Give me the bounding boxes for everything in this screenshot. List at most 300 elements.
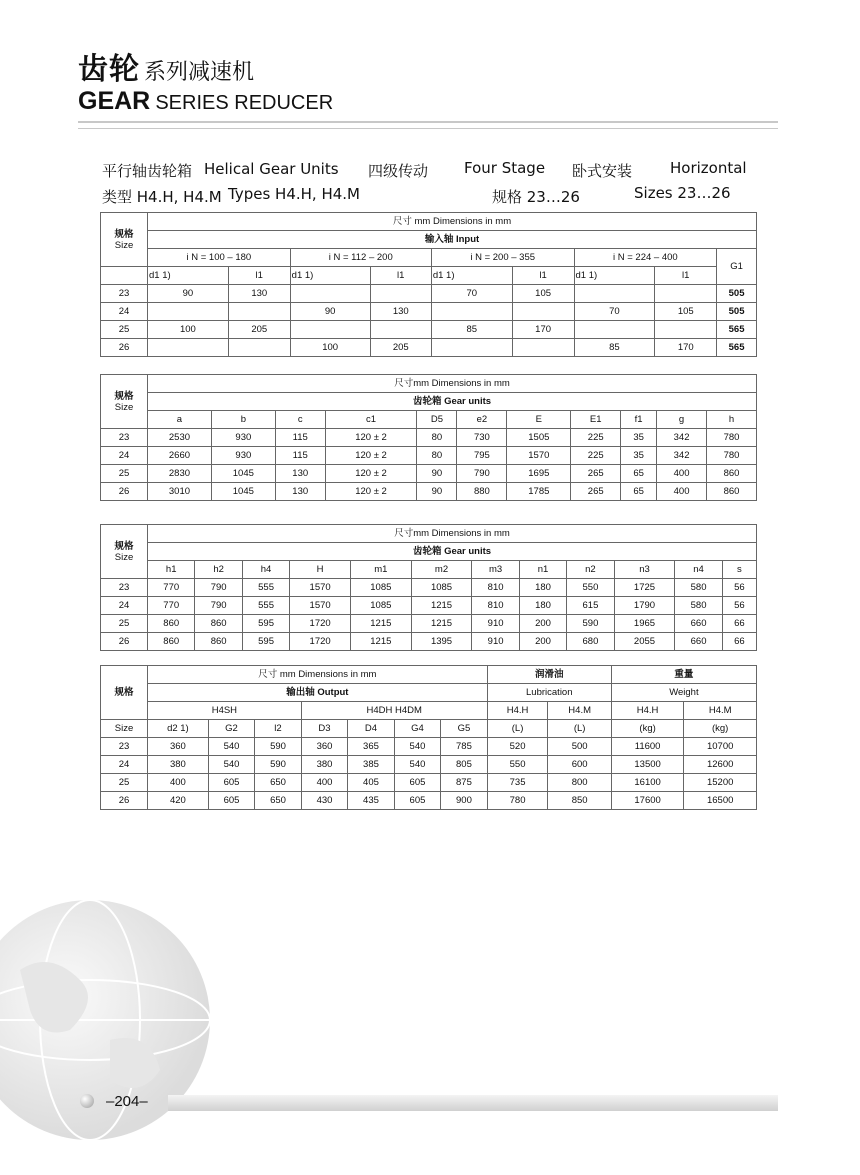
col-header: H xyxy=(290,561,351,579)
size-cell: 25 xyxy=(101,321,148,339)
value-cell xyxy=(574,321,655,339)
value-cell: 205 xyxy=(370,339,431,357)
output-table xyxy=(100,665,757,810)
size-header xyxy=(101,213,148,267)
col-header: c1 xyxy=(325,411,417,429)
value-cell: 2530 xyxy=(148,429,212,447)
value-cell: 800 xyxy=(548,774,611,792)
value-cell: 115 xyxy=(275,429,325,447)
col-header: m3 xyxy=(472,561,519,579)
value-cell: 1215 xyxy=(350,615,411,633)
value-cell: 930 xyxy=(211,447,275,465)
value-cell: 1085 xyxy=(350,579,411,597)
table-row xyxy=(101,633,757,651)
size-cell: 23 xyxy=(101,429,148,447)
col-header: G2 xyxy=(208,720,254,738)
page-bullet-icon xyxy=(80,1094,94,1108)
value-cell: 16100 xyxy=(611,774,684,792)
value-cell: 120 ± 2 xyxy=(325,447,417,465)
col-header: s xyxy=(722,561,756,579)
value-cell: 590 xyxy=(255,738,301,756)
value-cell: 342 xyxy=(657,429,707,447)
col-header: e2 xyxy=(457,411,507,429)
value-cell xyxy=(290,285,370,303)
dim-header: 尺寸 mm Dimensions in mm xyxy=(148,213,757,231)
value-cell: 1085 xyxy=(350,597,411,615)
value-cell xyxy=(655,285,717,303)
size-label-en: Size xyxy=(114,401,134,413)
value-cell: 1720 xyxy=(290,633,351,651)
table-row xyxy=(101,339,757,357)
value-cell: 1695 xyxy=(507,465,571,483)
weight-en: Weight xyxy=(611,684,756,702)
value-cell: 17600 xyxy=(611,792,684,810)
value-cell: 80 xyxy=(417,447,457,465)
table-row xyxy=(101,447,757,465)
value-cell xyxy=(431,339,512,357)
value-cell: 400 xyxy=(301,774,347,792)
col-header: l1 xyxy=(512,267,574,285)
value-cell: 860 xyxy=(707,483,757,501)
col-header: d1 1) xyxy=(148,267,229,285)
size-label-cn: 规格 xyxy=(114,390,134,402)
col-header: l1 xyxy=(655,267,717,285)
lubrication-en: Lubrication xyxy=(487,684,611,702)
value-cell xyxy=(431,303,512,321)
col-header: b xyxy=(211,411,275,429)
table-row xyxy=(101,615,757,633)
value-cell: 605 xyxy=(394,792,440,810)
value-cell: 615 xyxy=(567,597,614,615)
value-cell: 105 xyxy=(512,285,574,303)
table-row xyxy=(101,756,757,774)
value-cell: 12600 xyxy=(684,756,757,774)
value-cell: 56 xyxy=(722,597,756,615)
value-cell: 400 xyxy=(657,465,707,483)
value-cell: 520 xyxy=(487,738,548,756)
value-cell: 365 xyxy=(348,738,394,756)
spec-sizes-cn: 规格 23…26 xyxy=(492,188,580,206)
dim-header: 尺寸mm Dimensions in mm xyxy=(148,525,757,543)
col-header: h2 xyxy=(195,561,242,579)
title-en-small: SERIES REDUCER xyxy=(155,92,334,114)
unit-cell: (kg) xyxy=(611,720,684,738)
size-cell: 26 xyxy=(101,633,148,651)
value-cell: 1395 xyxy=(411,633,472,651)
value-cell xyxy=(290,321,370,339)
value-cell: 120 ± 2 xyxy=(325,429,417,447)
table-row xyxy=(101,483,757,501)
value-cell: 130 xyxy=(275,483,325,501)
value-cell: 860 xyxy=(148,633,195,651)
value-cell: 56 xyxy=(722,579,756,597)
col-header: d2 1) xyxy=(148,720,209,738)
value-cell: 580 xyxy=(675,579,722,597)
value-cell: 66 xyxy=(722,633,756,651)
col-header: n3 xyxy=(614,561,675,579)
spec-types-cn: 类型 H4.H, H4.M xyxy=(102,188,222,206)
size-label-cn: 规格 xyxy=(114,540,134,552)
ratio-header: i N = 200 – 355 xyxy=(431,249,574,267)
value-cell: 85 xyxy=(574,339,655,357)
ratio-header: i N = 112 – 200 xyxy=(290,249,431,267)
value-cell: 1085 xyxy=(411,579,472,597)
g1-cell: 505 xyxy=(717,303,757,321)
value-cell: 130 xyxy=(275,465,325,483)
value-cell: 860 xyxy=(148,615,195,633)
unit-cell: (kg) xyxy=(684,720,757,738)
value-cell: 120 ± 2 xyxy=(325,483,417,501)
table-row xyxy=(101,597,757,615)
size-label-en: Size xyxy=(114,239,134,251)
dim-header: 尺寸 mm Dimensions in mm xyxy=(148,666,488,684)
value-cell: 1720 xyxy=(290,615,351,633)
size-cell: 24 xyxy=(101,447,148,465)
value-cell xyxy=(370,285,431,303)
value-cell: 805 xyxy=(441,756,487,774)
value-cell: 100 xyxy=(148,321,229,339)
table-row xyxy=(101,738,757,756)
size-label-en: Size xyxy=(114,551,134,563)
value-cell: 205 xyxy=(228,321,290,339)
lub-model-h: H4.H xyxy=(487,702,548,720)
value-cell: 35 xyxy=(621,429,657,447)
value-cell: 540 xyxy=(394,738,440,756)
value-cell: 1790 xyxy=(614,597,675,615)
title-cn-small: 系列减速机 xyxy=(144,60,255,85)
size-cell: 25 xyxy=(101,774,148,792)
value-cell: 770 xyxy=(148,597,195,615)
size-cell: 26 xyxy=(101,792,148,810)
weight-model-m: H4.M xyxy=(684,702,757,720)
value-cell: 170 xyxy=(655,339,717,357)
value-cell: 1725 xyxy=(614,579,675,597)
value-cell xyxy=(148,339,229,357)
unit-cell: (L) xyxy=(487,720,548,738)
output-header: 输出轴 Output xyxy=(148,684,488,702)
value-cell: 2830 xyxy=(148,465,212,483)
table-row xyxy=(101,579,757,597)
value-cell: 90 xyxy=(290,303,370,321)
table-row xyxy=(101,285,757,303)
value-cell: 115 xyxy=(275,447,325,465)
col-header: h xyxy=(707,411,757,429)
value-cell: 1505 xyxy=(507,429,571,447)
value-cell: 875 xyxy=(441,774,487,792)
value-cell: 540 xyxy=(208,756,254,774)
value-cell: 200 xyxy=(519,615,566,633)
size-cell: 26 xyxy=(101,483,148,501)
value-cell: 660 xyxy=(675,615,722,633)
gear-units-table-2 xyxy=(100,524,757,651)
value-cell: 795 xyxy=(457,447,507,465)
value-cell: 90 xyxy=(148,285,229,303)
value-cell: 130 xyxy=(370,303,431,321)
title-en-big: GEAR xyxy=(78,87,151,115)
value-cell: 605 xyxy=(208,774,254,792)
header-rule-bottom xyxy=(78,128,778,129)
value-cell: 860 xyxy=(707,465,757,483)
table-row xyxy=(101,429,757,447)
value-cell: 1215 xyxy=(411,615,472,633)
size-cell-blank xyxy=(101,267,148,285)
value-cell: 65 xyxy=(621,483,657,501)
value-cell: 180 xyxy=(519,579,566,597)
value-cell xyxy=(228,303,290,321)
col-header: l1 xyxy=(228,267,290,285)
value-cell: 180 xyxy=(519,597,566,615)
value-cell: 90 xyxy=(417,465,457,483)
value-cell: 65 xyxy=(621,465,657,483)
g1-cell: 505 xyxy=(717,285,757,303)
value-cell: 500 xyxy=(548,738,611,756)
value-cell: 790 xyxy=(457,465,507,483)
value-cell: 35 xyxy=(621,447,657,465)
value-cell: 16500 xyxy=(684,792,757,810)
value-cell: 785 xyxy=(441,738,487,756)
value-cell: 550 xyxy=(567,579,614,597)
value-cell: 80 xyxy=(417,429,457,447)
col-header: D4 xyxy=(348,720,394,738)
value-cell: 405 xyxy=(348,774,394,792)
value-cell: 200 xyxy=(519,633,566,651)
table-row xyxy=(101,792,757,810)
size-cell: 25 xyxy=(101,615,148,633)
col-header: G4 xyxy=(394,720,440,738)
value-cell: 930 xyxy=(211,429,275,447)
h4dh-h4dm-header: H4DH H4DM xyxy=(301,702,487,720)
value-cell: 90 xyxy=(417,483,457,501)
value-cell: 100 xyxy=(290,339,370,357)
table-row xyxy=(101,774,757,792)
ratio-header: i N = 224 – 400 xyxy=(574,249,717,267)
value-cell: 380 xyxy=(148,756,209,774)
value-cell: 3010 xyxy=(148,483,212,501)
value-cell: 265 xyxy=(571,465,621,483)
value-cell: 810 xyxy=(472,579,519,597)
size-label-en: Size xyxy=(101,720,148,738)
value-cell: 540 xyxy=(208,738,254,756)
g1-header: G1 xyxy=(717,249,757,285)
value-cell: 780 xyxy=(487,792,548,810)
input-dimensions-table xyxy=(100,212,757,357)
value-cell: 555 xyxy=(242,597,289,615)
value-cell: 790 xyxy=(195,597,242,615)
h4sh-header: H4SH xyxy=(148,702,302,720)
value-cell xyxy=(655,321,717,339)
size-cell: 24 xyxy=(101,756,148,774)
size-header xyxy=(101,375,148,429)
value-cell: 2055 xyxy=(614,633,675,651)
table-row xyxy=(101,303,757,321)
value-cell: 590 xyxy=(567,615,614,633)
value-cell: 130 xyxy=(228,285,290,303)
size-cell: 25 xyxy=(101,465,148,483)
value-cell: 605 xyxy=(394,774,440,792)
footer-bar xyxy=(168,1095,778,1111)
value-cell: 770 xyxy=(148,579,195,597)
col-header: l2 xyxy=(255,720,301,738)
size-cell: 24 xyxy=(101,303,148,321)
col-header: m1 xyxy=(350,561,411,579)
value-cell: 555 xyxy=(242,579,289,597)
value-cell xyxy=(512,303,574,321)
value-cell: 735 xyxy=(487,774,548,792)
g1-cell: 565 xyxy=(717,321,757,339)
col-header: f1 xyxy=(621,411,657,429)
value-cell: 550 xyxy=(487,756,548,774)
lubrication-cn: 润滑油 xyxy=(487,666,611,684)
value-cell: 910 xyxy=(472,615,519,633)
size-header xyxy=(101,525,148,579)
value-cell: 360 xyxy=(148,738,209,756)
size-cell: 23 xyxy=(101,285,148,303)
col-header: l1 xyxy=(370,267,431,285)
spec-type-en: Helical Gear Units xyxy=(204,160,339,178)
group-header: 输入轴 Input xyxy=(148,231,757,249)
g1-cell: 565 xyxy=(717,339,757,357)
col-header: d1 1) xyxy=(574,267,655,285)
value-cell: 70 xyxy=(574,303,655,321)
value-cell: 170 xyxy=(512,321,574,339)
value-cell: 1045 xyxy=(211,465,275,483)
header-rule-top xyxy=(78,121,778,123)
col-header: c xyxy=(275,411,325,429)
col-header: G5 xyxy=(441,720,487,738)
col-header: a xyxy=(148,411,212,429)
spec-mount-en: Horizontal xyxy=(670,159,747,177)
value-cell: 430 xyxy=(301,792,347,810)
value-cell: 85 xyxy=(431,321,512,339)
value-cell xyxy=(148,303,229,321)
value-cell: 850 xyxy=(548,792,611,810)
globe-watermark-icon xyxy=(0,890,220,1150)
brand-header xyxy=(78,54,333,115)
size-label-cn: 规格 xyxy=(101,666,148,720)
col-header: E xyxy=(507,411,571,429)
weight-cn: 重量 xyxy=(611,666,756,684)
value-cell: 66 xyxy=(722,615,756,633)
value-cell: 11600 xyxy=(611,738,684,756)
size-cell: 23 xyxy=(101,579,148,597)
col-header: D5 xyxy=(417,411,457,429)
col-header: h1 xyxy=(148,561,195,579)
value-cell: 385 xyxy=(348,756,394,774)
value-cell: 70 xyxy=(431,285,512,303)
weight-model-h: H4.H xyxy=(611,702,684,720)
value-cell: 600 xyxy=(548,756,611,774)
lub-model-m: H4.M xyxy=(548,702,611,720)
value-cell: 1570 xyxy=(290,579,351,597)
value-cell: 860 xyxy=(195,633,242,651)
size-label-cn: 规格 xyxy=(114,228,134,240)
value-cell: 1785 xyxy=(507,483,571,501)
value-cell xyxy=(574,285,655,303)
value-cell: 650 xyxy=(255,774,301,792)
value-cell: 15200 xyxy=(684,774,757,792)
value-cell: 435 xyxy=(348,792,394,810)
value-cell: 380 xyxy=(301,756,347,774)
value-cell: 1570 xyxy=(290,597,351,615)
title-cn-big: 齿轮 xyxy=(78,52,140,87)
value-cell xyxy=(228,339,290,357)
size-cell: 24 xyxy=(101,597,148,615)
value-cell: 1570 xyxy=(507,447,571,465)
value-cell: 360 xyxy=(301,738,347,756)
page-number: –204– xyxy=(106,1093,148,1110)
value-cell: 10700 xyxy=(684,738,757,756)
value-cell: 120 ± 2 xyxy=(325,465,417,483)
col-header: d1 1) xyxy=(290,267,370,285)
value-cell: 860 xyxy=(195,615,242,633)
value-cell: 1045 xyxy=(211,483,275,501)
value-cell: 780 xyxy=(707,447,757,465)
col-header: d1 1) xyxy=(431,267,512,285)
col-header: n1 xyxy=(519,561,566,579)
value-cell: 590 xyxy=(255,756,301,774)
value-cell: 13500 xyxy=(611,756,684,774)
col-header: h4 xyxy=(242,561,289,579)
value-cell: 580 xyxy=(675,597,722,615)
value-cell: 400 xyxy=(148,774,209,792)
ratio-header: i N = 100 – 180 xyxy=(148,249,291,267)
value-cell: 650 xyxy=(255,792,301,810)
value-cell: 880 xyxy=(457,483,507,501)
value-cell: 605 xyxy=(208,792,254,810)
gear-units-table-1 xyxy=(100,374,757,501)
spec-stage-cn: 四级传动 xyxy=(368,162,429,180)
spec-stage-en: Four Stage xyxy=(464,159,546,177)
value-cell xyxy=(512,339,574,357)
group-header: 齿轮箱 Gear units xyxy=(148,393,757,411)
spec-types-en: Types H4.H, H4.M xyxy=(228,185,360,203)
col-header: D3 xyxy=(301,720,347,738)
value-cell: 2660 xyxy=(148,447,212,465)
unit-cell: (L) xyxy=(548,720,611,738)
value-cell: 790 xyxy=(195,579,242,597)
dim-header: 尺寸mm Dimensions in mm xyxy=(148,375,757,393)
col-header: n2 xyxy=(567,561,614,579)
size-cell: 23 xyxy=(101,738,148,756)
spec-type-cn: 平行轴齿轮箱 xyxy=(102,162,193,180)
group-header: 齿轮箱 Gear units xyxy=(148,543,757,561)
value-cell xyxy=(370,321,431,339)
value-cell: 540 xyxy=(394,756,440,774)
col-header: m2 xyxy=(411,561,472,579)
value-cell: 810 xyxy=(472,597,519,615)
value-cell: 1215 xyxy=(350,633,411,651)
value-cell: 225 xyxy=(571,447,621,465)
value-cell: 910 xyxy=(472,633,519,651)
size-cell: 26 xyxy=(101,339,148,357)
value-cell: 595 xyxy=(242,615,289,633)
value-cell: 660 xyxy=(675,633,722,651)
value-cell: 1215 xyxy=(411,597,472,615)
spec-sizes-en: Sizes 23…26 xyxy=(634,184,731,202)
col-header: E1 xyxy=(571,411,621,429)
value-cell: 595 xyxy=(242,633,289,651)
value-cell: 265 xyxy=(571,483,621,501)
value-cell: 420 xyxy=(148,792,209,810)
value-cell: 400 xyxy=(657,483,707,501)
value-cell: 105 xyxy=(655,303,717,321)
value-cell: 730 xyxy=(457,429,507,447)
value-cell: 900 xyxy=(441,792,487,810)
value-cell: 680 xyxy=(567,633,614,651)
col-header: n4 xyxy=(675,561,722,579)
value-cell: 780 xyxy=(707,429,757,447)
value-cell: 342 xyxy=(657,447,707,465)
